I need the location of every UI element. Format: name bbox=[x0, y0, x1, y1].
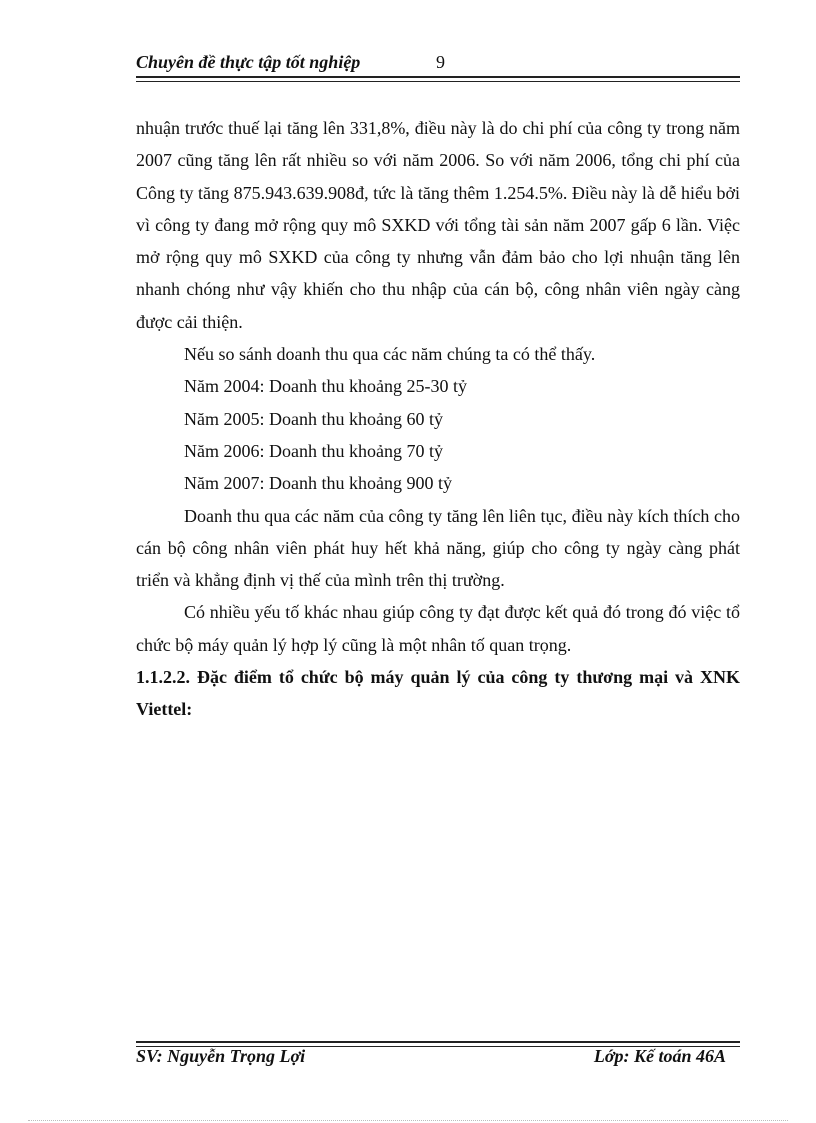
page-bottom-edge bbox=[28, 1120, 788, 1121]
class-name: Lớp: Kế toán 46A bbox=[593, 1046, 726, 1066]
student-name: SV: Nguyễn Trọng Lợi bbox=[136, 1046, 306, 1066]
revenue-line-2007: Năm 2007: Doanh thu khoảng 900 tỷ bbox=[184, 473, 452, 494]
revenue-line-2004: Năm 2004: Doanh thu khoảng 25-30 tỷ bbox=[184, 376, 467, 397]
revenue-line-2006: Năm 2006: Doanh thu khoảng 70 tỷ bbox=[184, 440, 443, 461]
document-body bbox=[136, 112, 740, 726]
paragraph-management-factor: Có nhiều yếu tố khác nhau giúp công ty đạt được kết quả đó trong đó việc tổ chức bộ máy quản lý hợp lý cũng là một nhân tố quan trọng. bbox=[136, 602, 740, 655]
header-divider bbox=[136, 76, 740, 82]
paragraph-revenue-intro: Nếu so sánh doanh thu qua các năm chúng ta có thể thấy. bbox=[184, 344, 596, 365]
paragraph-profit-analysis: nhuận trước thuế lại tăng lên 331,8%, điều này là do chi phí của công ty trong năm 2007 cũng tăng lên rất nhiều so với năm 2006. So với năm 2006, tổng chi phí của Công ty tăng 875.943.639.908đ, tức là tăng thêm 1.254.5%. Điều này là dễ hiểu bởi vì công ty đang mở rộng quy mô SXKD với tổng tài sản năm 2007 gấp 6 lần. Việc mở rộng quy mô SXKD của công ty nhưng vẫn đảm bảo cho lợi nhuận tăng lên nhanh chóng như vậy khiến cho thu nhập của cán bộ, công nhân viên ngày càng được cải thiện. bbox=[136, 118, 740, 332]
section-heading: 1.1.2.2. Đặc điểm tổ chức bộ máy quản lý của công ty thương mại và XNK Viettel: bbox=[136, 667, 740, 720]
page-footer bbox=[136, 1046, 740, 1072]
paragraph-revenue-growth: Doanh thu qua các năm của công ty tăng lên liên tục, điều này kích thích cho cán bộ công nhân viên phát huy hết khả năng, giúp cho công ty ngày càng phát triển và khẳng định vị thế của mình trên thị trường. bbox=[136, 505, 740, 591]
revenue-line-2005: Năm 2005: Doanh thu khoảng 60 tỷ bbox=[184, 408, 443, 429]
page-number: 9 bbox=[436, 52, 445, 72]
document-title: Chuyên đề thực tập tốt nghiệp bbox=[136, 52, 361, 72]
